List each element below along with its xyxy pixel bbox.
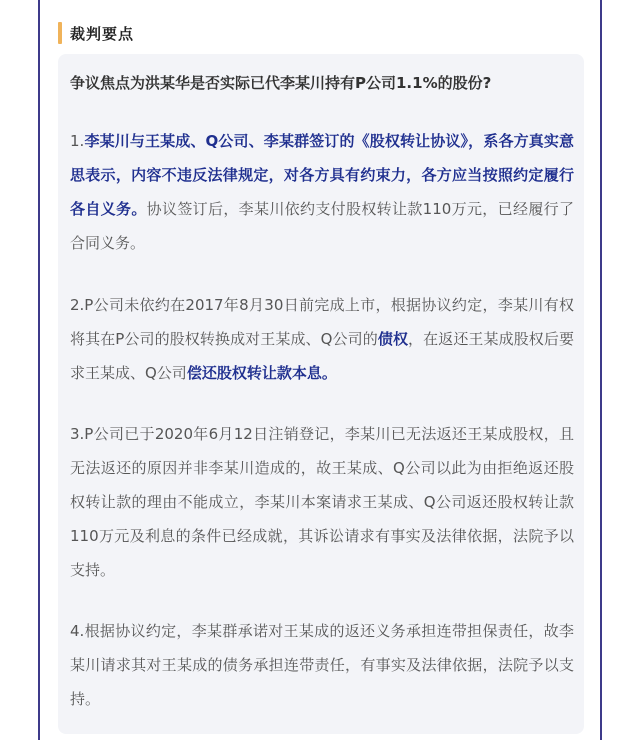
p2-seg-2: ，在返还王某成股权后要求王某成、Q公司	[70, 330, 574, 382]
paragraph-4	[70, 614, 574, 716]
right-border-line	[600, 0, 602, 740]
paragraph-3	[70, 417, 574, 587]
p3-seg-0: 3.P公司已于2020年6月12日注销登记，李某川已无法返还王某成股权，且无法返还的原因并非李某川造成的，故王某成、Q公司以此为由拒绝返还股权转让款的理由不能成立，李某川本案请求王某成、Q公司返还股权转让款110万元及利息的条件已经成就，其诉讼请求有事实及法律依据，法院予以支持。	[70, 425, 574, 579]
paragraph-2	[70, 288, 574, 390]
dispute-question: 争议焦点为洪某华是否实际已代李某川持有P公司1.1%的股份?	[70, 74, 492, 92]
p1-seg-0: 1.	[70, 132, 85, 150]
p1-seg-1: 李某川与王某成、Q公司、李某群签订的《股权转让协议》，系各方真实意思表示，内容不违反法律规定，对各方具有约束力，各方应当按照约定履行各自义务。	[70, 132, 574, 218]
p4-seg-0: 4.根据协议约定，李某群承诺对王某成的返还义务承担连带担保责任，故李某川请求其对王某成的债务承担连带责任，有事实及法律依据，法院予以支持。	[70, 622, 574, 708]
section-header	[58, 20, 134, 46]
section-title: 裁判要点	[70, 24, 135, 43]
p1-seg-2: 协议签订后，李某川依约支付股权转让款110万元，已经履行了合同义务。	[70, 200, 574, 252]
p2-seg-1: 债权	[377, 330, 409, 348]
p2-seg-3: 偿还股权转让款本息。	[186, 364, 337, 382]
header-accent-bar	[58, 22, 62, 44]
paragraph-1	[70, 124, 574, 260]
p2-seg-0: 2.P公司未依约在2017年8月30日前完成上市，根据协议约定，李某川有权将其在P公司的股权转换成对王某成、Q公司的	[70, 296, 574, 348]
